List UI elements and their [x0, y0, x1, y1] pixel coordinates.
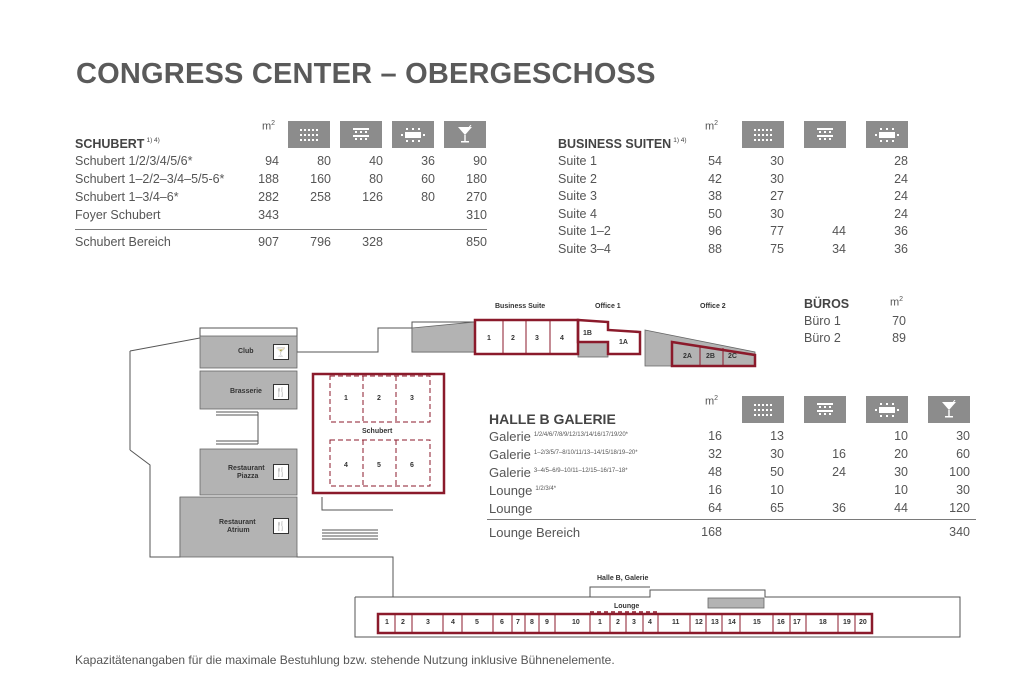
galerie-room: 12: [695, 619, 703, 626]
cell-m2: 282: [258, 190, 279, 204]
office-2a-label: 2A: [683, 353, 692, 360]
suite-room-4: 4: [560, 335, 564, 342]
galerie-room: 17: [793, 619, 801, 626]
cell-m2: 88: [708, 241, 722, 256]
cell-boardroom: 24: [894, 171, 908, 186]
buero-1-label: Büro 1: [804, 314, 841, 328]
schubert-room-2: 2: [377, 395, 381, 402]
restaurant-atrium-label-1: Restaurant: [219, 519, 256, 526]
office-1b-label: 1B: [583, 330, 592, 337]
cell-reception: 340: [949, 525, 970, 539]
schubert-room-6: 6: [410, 462, 414, 469]
cell-classroom: 34: [832, 241, 846, 256]
cell-m2: 94: [265, 154, 279, 168]
galerie-room: 14: [728, 619, 736, 626]
galerie-room: 1: [385, 619, 389, 626]
cell-reception: 850: [466, 235, 487, 249]
galerie-block: [708, 598, 764, 608]
galerie-room: 4: [451, 619, 455, 626]
cocktail-icon: 🍸: [273, 344, 289, 360]
row-label: Schubert 1–3/4–6*: [75, 190, 179, 204]
row-label: Schubert 1/2/3/4/5/6*: [75, 154, 193, 168]
cell-m2: 907: [258, 235, 279, 249]
cell-classroom: 126: [362, 190, 383, 204]
row-label: Suite 1–2: [558, 224, 611, 238]
galerie-room: 6: [500, 619, 504, 626]
cell-m2: 54: [708, 154, 722, 168]
cell-theater: 77: [770, 224, 784, 238]
unit-label: $m^2$: [890, 296, 904, 309]
galerie-room: 1: [598, 619, 602, 626]
galerie-room: 11: [672, 619, 680, 626]
galerie-room: 13: [711, 619, 719, 626]
cell-theater: 80: [317, 154, 331, 168]
suite-room-1: 1: [487, 335, 491, 342]
office-2b-label: 2B: [706, 353, 715, 360]
unit-label: $m^2$: [705, 395, 719, 408]
cell-classroom: 24: [832, 465, 846, 479]
cell-boardroom: 10: [894, 483, 908, 497]
cell-m2: 16: [708, 483, 722, 497]
restaurant-icon: 🍴: [273, 464, 289, 480]
page-title: CONGRESS CENTER – OBERGESCHOSS: [76, 58, 656, 90]
restaurant-piazza-label-2: Piazza: [237, 473, 259, 480]
schubert-room-1: 1: [344, 395, 348, 402]
cell-boardroom: 60: [421, 172, 435, 186]
cell-reception: 180: [466, 172, 487, 186]
row-label: Suite 3: [558, 189, 597, 203]
row-label: Galerie $^{1/2/4/6/7/8/9/12/13/14/16/17/19/20*}$: [489, 429, 629, 444]
suite-room-2: 2: [511, 335, 515, 342]
row-label: Lounge: [489, 501, 533, 516]
office1-label: Office 1: [595, 303, 621, 310]
unit-label: $m^2$: [705, 120, 719, 133]
halle-b-galerie-label: Halle B, Galerie: [597, 575, 649, 582]
suite-room-3: 3: [535, 335, 539, 342]
cell-classroom: 328: [362, 235, 383, 249]
galerie-room: 18: [819, 619, 827, 626]
galerie-room: 15: [753, 619, 761, 626]
restaurant-icon: 🍴: [273, 518, 289, 534]
cell-m2: 38: [708, 189, 722, 203]
cell-m2: 96: [708, 224, 722, 238]
footer-note: Kapazitätenangaben für die maximale Bestuhlung bzw. stehende Nutzung inklusive Bühnenelemente.: [75, 653, 615, 667]
galerie-room: 19: [843, 619, 851, 626]
row-label: Foyer Schubert: [75, 208, 161, 222]
brasserie-label: Brasserie: [230, 388, 262, 395]
cell-classroom: 36: [832, 501, 846, 515]
schubert-room-4: 4: [344, 462, 348, 469]
cell-boardroom: 30: [894, 465, 908, 479]
cell-theater: 30: [770, 154, 784, 168]
buero-2-label: Büro 2: [804, 331, 841, 345]
row-label: Suite 4: [558, 206, 597, 221]
cell-m2: 343: [258, 208, 279, 222]
cell-reception: 100: [949, 465, 970, 479]
galerie-room: 3: [632, 619, 636, 626]
cell-theater: 30: [770, 447, 784, 461]
cell-m2: 50: [708, 206, 722, 221]
cell-reception: 30: [956, 429, 970, 443]
cell-boardroom: 24: [894, 206, 908, 221]
galerie-room: 10: [572, 619, 580, 626]
galerie-room: 20: [859, 619, 867, 626]
cell-boardroom: 36: [894, 241, 908, 256]
office-2c-label: 2C: [728, 353, 737, 360]
cell-boardroom: 36: [421, 154, 435, 168]
unit-label: $m^2$: [262, 120, 276, 133]
cell-theater: 50: [770, 465, 784, 479]
restaurant-atrium-label-2: Atrium: [227, 527, 250, 534]
cell-m2: 64: [708, 501, 722, 515]
restaurant-icon: 🍴: [273, 384, 289, 400]
buero-2-value: 89: [892, 331, 906, 345]
club-label: Club: [238, 348, 254, 355]
cell-boardroom: 44: [894, 501, 908, 515]
cell-boardroom: 20: [894, 447, 908, 461]
row-label: Galerie $^{3-4/5-6/9-10/11-12/15-16/17-18*}$: [489, 465, 628, 480]
business-heading: BUSINESS SUITEN $^{1) 4)}$: [558, 137, 687, 151]
galerie-room: 9: [545, 619, 549, 626]
cell-reception: 30: [956, 483, 970, 497]
buero-1-value: 70: [892, 314, 906, 328]
row-label: Galerie $^{1-2/3/5/7-8/10/11/13-14/15/18/19-20*}$: [489, 447, 638, 462]
schubert-heading: SCHUBERT $^{1) 4)}$: [75, 137, 160, 151]
bueros-heading: BÜROS: [804, 297, 850, 311]
cell-classroom: 40: [369, 154, 383, 168]
lounge-label: Lounge: [614, 603, 640, 610]
galerie-room: 4: [648, 619, 652, 626]
cell-reception: 60: [956, 447, 970, 461]
cell-boardroom: 36: [894, 224, 908, 238]
cell-m2: 48: [708, 465, 722, 479]
cell-boardroom: 10: [894, 429, 908, 443]
schubert-label: Schubert: [362, 428, 393, 435]
row-label: Suite 3–4: [558, 241, 611, 256]
business-suite-label: Business Suite: [495, 303, 546, 310]
cell-reception: 270: [466, 190, 487, 204]
halle-heading: HALLE B GALERIE: [489, 411, 616, 427]
galerie-room: 8: [530, 619, 534, 626]
row-label: Lounge Bereich: [489, 525, 581, 540]
cell-classroom: 16: [832, 447, 846, 461]
cell-theater: 13: [770, 429, 784, 443]
cell-m2: 16: [708, 429, 722, 443]
galerie-room: 5: [475, 619, 479, 626]
cell-classroom: 44: [832, 224, 846, 238]
row-label: Suite 2: [558, 171, 597, 186]
row-label: Suite 1: [558, 154, 597, 168]
cell-theater: 75: [770, 241, 784, 256]
office-1a-label: 1A: [619, 339, 628, 346]
corridor-block: [412, 322, 475, 352]
row-label: Schubert Bereich: [75, 235, 171, 249]
cell-boardroom: 80: [421, 190, 435, 204]
accent-rooms: [313, 320, 872, 633]
cell-theater: 27: [770, 189, 784, 203]
cell-theater: 65: [770, 501, 784, 515]
cell-theater: 796: [310, 235, 331, 249]
cell-reception: 120: [949, 501, 970, 515]
galerie-room: 7: [516, 619, 520, 626]
row-label: Lounge $^{1/2/3/4*}$: [489, 483, 557, 498]
schubert-room-5: 5: [377, 462, 381, 469]
cell-theater: 30: [770, 206, 784, 221]
cell-theater: 30: [770, 171, 784, 186]
cell-m2: 188: [258, 172, 279, 186]
galerie-room: 2: [401, 619, 405, 626]
galerie-room: 3: [426, 619, 430, 626]
cell-classroom: 80: [369, 172, 383, 186]
cell-boardroom: 28: [894, 154, 908, 168]
cell-theater: 10: [770, 483, 784, 497]
galerie-room: 2: [616, 619, 620, 626]
schubert-room-3: 3: [410, 395, 414, 402]
galerie-room: 16: [777, 619, 785, 626]
cell-reception: 90: [473, 154, 487, 168]
galerie-room-numbers: [378, 619, 872, 631]
row-label: Schubert 1–2/2–3/4–5/5-6*: [75, 172, 225, 186]
cell-theater: 258: [310, 190, 331, 204]
restaurant-piazza-label-1: Restaurant: [228, 465, 265, 472]
cell-m2: 42: [708, 171, 722, 186]
cell-theater: 160: [310, 172, 331, 186]
cell-m2: 32: [708, 447, 722, 461]
office1b-block: [578, 342, 608, 357]
cell-reception: 310: [466, 208, 487, 222]
cell-boardroom: 24: [894, 189, 908, 203]
cell-m2: 168: [701, 525, 722, 539]
office2-label: Office 2: [700, 303, 726, 310]
